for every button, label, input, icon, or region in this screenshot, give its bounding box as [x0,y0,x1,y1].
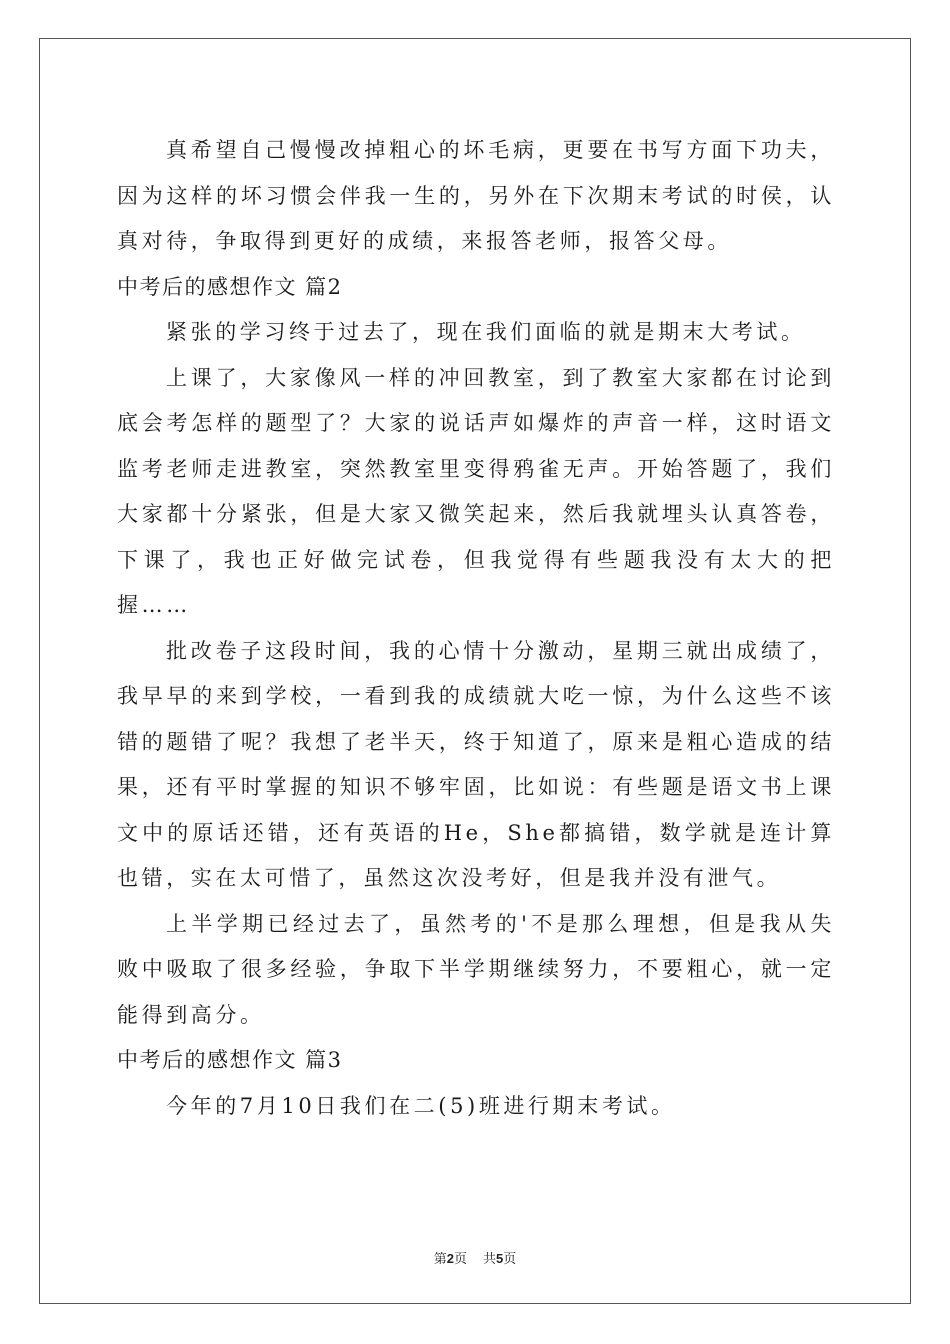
document-body [117,128,835,1129]
page-prefix: 第 [433,1252,447,1267]
total-suffix: 页 [503,1252,517,1267]
paragraph: 真希望自己慢慢改掉粗心的坏毛病，更要在书写方面下功夫，因为这样的坏习惯会伴我一生的，另外在下次期末考试的时侯，认真对待，争取得到更好的成绩，来报答老师，报答父母。 [117,138,835,253]
paragraph: 批改卷子这段时间，我的心情十分激动，星期三就出成绩了，我早早的来到学校，一看到我的成绩就大吃一惊，为什么这些不该错的题错了呢？我想了老半天，终于知道了，原来是粗心造成的结果，还有平时掌握的知识不够牢固，比如说：有些题是语文书上课文中的原话还错，还有英语的He，She都搞错，数学就是连计算也错，实在太可惜了，虽然这次没考好，但是我并没有泄气。 [117,638,835,890]
total-pages: 5 [496,1251,504,1266]
paragraph: 上课了，大家像风一样的冲回教室，到了教室大家都在讨论到底会考怎样的题型了？大家的说话声如爆炸的声音一样，这时语文监考老师走进教室，突然教室里变得鸦雀无声。开始答题了，我们大家都十分紧张，但是大家又微笑起来，然后我就埋头认真答卷，下课了，我也正好做完试卷，但我觉得有些题我没有太大的把握…… [117,365,835,617]
page-suffix: 页 [453,1252,467,1267]
paragraph: 今年的7月10日我们在二(5)班进行期末考试。 [166,1093,676,1118]
section-heading: 中考后的感想作文 篇3 [117,1048,343,1072]
paragraph: 紧张的学习终于过去了，现在我们面临的就是期末大考试。 [166,320,806,344]
page-footer [0,1248,950,1267]
section-heading: 中考后的感想作文 篇2 [117,274,343,299]
total-prefix: 共 [483,1252,497,1267]
page-number: 2 [446,1251,454,1266]
paragraph: 上半学期已经过去了，虽然考的'不是那么理想，但是我从失败中吸取了很多经验，争取下半学期继续努力，不要粗心，就一定能得到高分。 [117,911,835,1027]
